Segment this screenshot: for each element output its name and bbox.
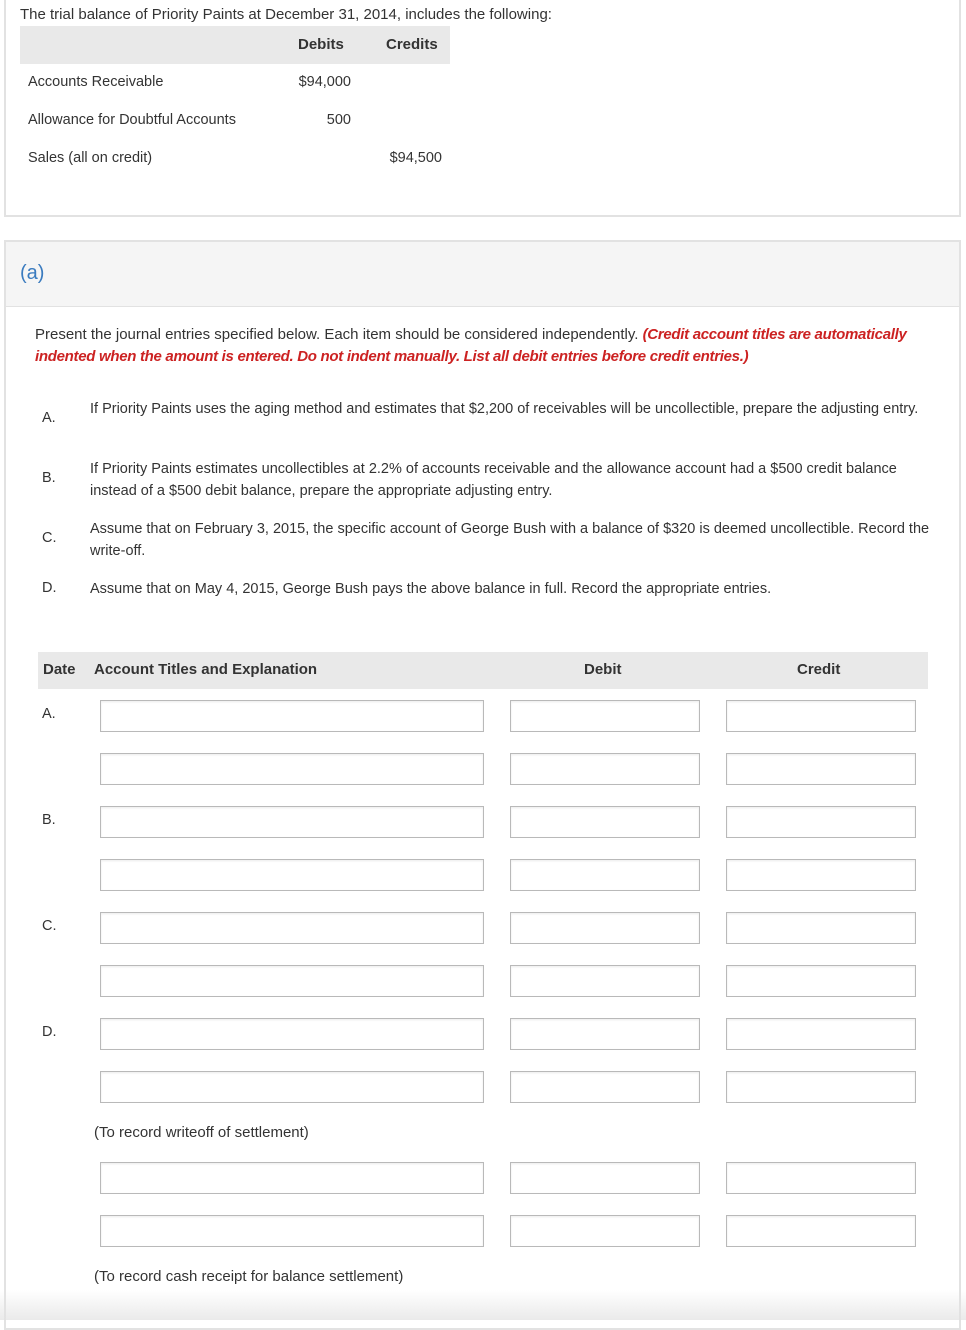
debit-input[interactable]: [510, 753, 700, 785]
instructions: [35, 324, 935, 368]
entry-letter: C.: [42, 918, 57, 934]
account-title-input[interactable]: [100, 1018, 484, 1050]
account-title-input[interactable]: [100, 1215, 484, 1247]
account-title-input[interactable]: [100, 1162, 484, 1194]
debit-input[interactable]: [510, 700, 700, 732]
credit-input[interactable]: [726, 859, 916, 891]
entry-explanation: (To record cash receipt for balance settlement): [94, 1268, 404, 1285]
bottom-fade: [0, 1290, 966, 1320]
credit-input[interactable]: [726, 753, 916, 785]
tb-account-label: Accounts Receivable: [28, 74, 164, 90]
account-header: Account Titles and Explanation: [94, 661, 318, 678]
tb-credit-value: $94,500: [389, 150, 442, 166]
account-title-input[interactable]: [100, 753, 484, 785]
question-text: If Priority Paints estimates uncollectibles at 2.2% of accounts receivable and the allowance account had a $500 credit balance instead of a $500 debit balance, prepare the appropriate adjusting entry.: [90, 461, 897, 499]
account-title-input[interactable]: [100, 912, 484, 944]
debit-header: Debit: [584, 661, 622, 678]
question-letter: C.: [42, 530, 57, 546]
account-title-input[interactable]: [100, 700, 484, 732]
credits-header: Credits: [386, 36, 438, 53]
tb-debit-value: $94,000: [298, 74, 351, 90]
debit-input[interactable]: [510, 1071, 700, 1103]
question-text: If Priority Paints uses the aging method and estimates that $2,200 of receivables will be uncollectible, prepare the adjusting entry.: [90, 401, 919, 417]
question-letter: A.: [42, 410, 56, 426]
trial-balance-intro: The trial balance of Priority Paints at December 31, 2014, includes the following:: [20, 6, 552, 23]
part-label: (a): [20, 262, 45, 284]
debit-input[interactable]: [510, 1018, 700, 1050]
debit-input[interactable]: [510, 806, 700, 838]
credit-input[interactable]: [726, 1162, 916, 1194]
debit-input[interactable]: [510, 859, 700, 891]
credit-input[interactable]: [726, 1215, 916, 1247]
question-text: Assume that on February 3, 2015, the specific account of George Bush with a balance of $320 is deemed uncollectible. Record the write-off.: [90, 521, 930, 559]
credit-input[interactable]: [726, 1071, 916, 1103]
credit-header: Credit: [797, 661, 841, 678]
debit-input[interactable]: [510, 965, 700, 997]
entry-letter: A.: [42, 706, 56, 722]
entry-letter: B.: [42, 812, 56, 828]
account-title-input[interactable]: [100, 1071, 484, 1103]
question-text: Assume that on May 4, 2015, George Bush pays the above balance in full. Record the appropriate entries.: [90, 581, 772, 597]
tb-account-label: Allowance for Doubtful Accounts: [28, 112, 236, 128]
entry-letter: D.: [42, 1024, 57, 1040]
credit-input[interactable]: [726, 965, 916, 997]
entry-explanation: (To record writeoff of settlement): [94, 1124, 309, 1141]
instruction-text: Present the journal entries specified below. Each item should be considered independently.: [35, 326, 643, 343]
credit-input[interactable]: [726, 700, 916, 732]
credit-input[interactable]: [726, 912, 916, 944]
debits-header: Debits: [298, 36, 344, 53]
account-title-input[interactable]: [100, 965, 484, 997]
question-letter: D.: [42, 580, 57, 596]
account-title-input[interactable]: [100, 806, 484, 838]
date-header: Date: [43, 661, 76, 678]
part-header: [6, 242, 959, 307]
tb-account-label: Sales (all on credit): [28, 150, 153, 166]
debit-input[interactable]: [510, 1215, 700, 1247]
debit-input[interactable]: [510, 1162, 700, 1194]
credit-input[interactable]: [726, 806, 916, 838]
credit-input[interactable]: [726, 1018, 916, 1050]
question-letter: B.: [42, 470, 56, 486]
debit-input[interactable]: [510, 912, 700, 944]
tb-debit-value: 500: [326, 112, 351, 128]
instruction-note: (Credit account titles are automatically indented when the amount is entered. Do not indent manually. List all debit entries before credit entries.): [35, 326, 907, 365]
account-title-input[interactable]: [100, 859, 484, 891]
